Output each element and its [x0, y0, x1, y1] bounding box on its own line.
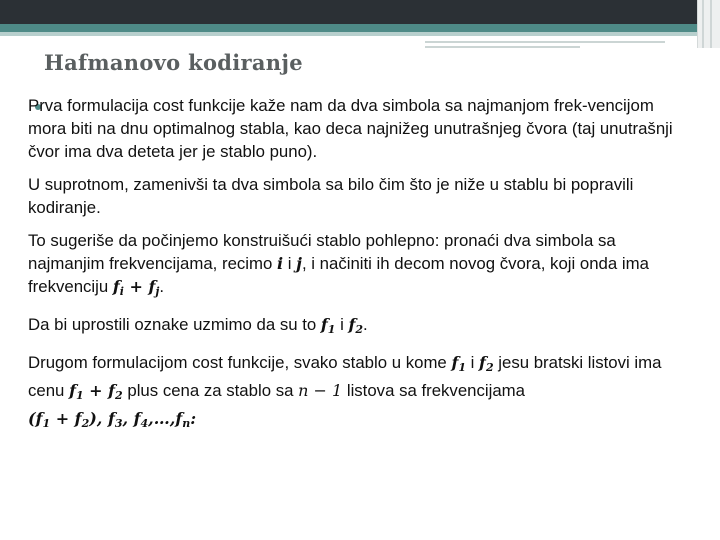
math-frequency-list — [28, 409, 196, 428]
text-run: i — [335, 315, 349, 334]
decor-line — [425, 46, 580, 48]
text-run: . — [363, 315, 368, 334]
math-f: f — [175, 409, 183, 428]
math-op: + — [83, 381, 109, 400]
math-sub: 1 — [327, 323, 336, 336]
math-f1 — [451, 353, 466, 372]
paragraph-4 — [28, 313, 694, 341]
math-f: f — [108, 381, 116, 400]
math-fi-plus-fj — [113, 277, 160, 296]
math-paren: ( — [28, 409, 36, 428]
math-sub: 1 — [75, 389, 84, 402]
header-band — [0, 0, 720, 24]
math-sub: 1 — [458, 361, 466, 374]
math-f1 — [321, 315, 336, 334]
math-op: − 1 — [308, 381, 343, 400]
math-sub: 1 — [42, 417, 51, 430]
paragraph-1: Prva formulacija cost funkcije kaže nam da dva simbola sa najmanjom frek-vencijom mora biti na dnu optimalnog stabla, kao deca najnižeg unutrašnjeg čvora (taj unutrašnji čvor ima dva deteta jer je stablo puno). — [28, 96, 673, 161]
math-sub: 2 — [81, 417, 90, 430]
text-run: plus cena za stablo sa — [122, 381, 299, 400]
text-run: i — [283, 254, 297, 273]
math-sub: 4 — [140, 417, 149, 430]
math-var-i: i — [277, 254, 284, 273]
decor-line — [425, 41, 665, 43]
math-sep: , — [96, 409, 108, 428]
math-sub: 2 — [355, 323, 364, 336]
math-sub: 3 — [114, 417, 123, 430]
math-f: f — [451, 353, 459, 372]
math-var-j: j — [296, 254, 302, 273]
text-run: Drugom formulacijom cost funkcije, svako stablo u kome — [28, 353, 452, 372]
math-sep: , — [122, 409, 134, 428]
math-f: f — [148, 277, 156, 296]
math-f: f — [479, 353, 486, 372]
text-run: listova sa frekvencijama — [342, 381, 525, 400]
paragraph-5 — [28, 351, 694, 435]
text-run: Da bi uprostili oznake uzmimo da su to — [28, 315, 321, 334]
math-f: f — [348, 315, 356, 334]
math-f: f — [320, 315, 328, 334]
paragraph-2: U suprotnom, zamenivši ta dva simbola sa bilo čim što je niže u stablu bi popravili kodiranje. — [28, 175, 634, 217]
math-op: + — [123, 277, 149, 296]
math-sep: ,…, — [148, 409, 176, 428]
corner-decoration — [697, 0, 720, 48]
math-f2 — [479, 353, 494, 372]
math-sub: n — [182, 417, 191, 430]
math-sub: j — [155, 285, 160, 298]
slide-title: Hafmanovo kodiranje — [44, 50, 303, 75]
text-run: To sugeriše da počinjemo konstruišući stablo pohlepno: pronaći dva simbola sa najmanjim frekvencijama, recimo — [28, 231, 616, 273]
math-sub: 2 — [485, 361, 494, 374]
math-paren: ) — [89, 409, 97, 428]
text-run: , i načiniti ih decom novog čvora, koji onda ima frekvenciju — [28, 254, 649, 296]
math-sub: 2 — [115, 389, 123, 402]
math-sub: i — [119, 285, 124, 298]
header-accent-band — [0, 24, 720, 32]
text-run: jesu bratski listovi ima cenu — [28, 353, 662, 400]
math-f: f — [133, 409, 141, 428]
math-f: f — [74, 409, 82, 428]
math-f: f — [35, 409, 43, 428]
math-f2 — [349, 315, 364, 334]
math-sep: : — [190, 409, 197, 428]
math-f: f — [112, 277, 120, 296]
text-run: . — [159, 277, 165, 296]
paragraph-3 — [28, 229, 694, 303]
math-op: + — [50, 409, 75, 428]
math-var-n: n — [298, 381, 309, 400]
slide-body — [28, 94, 694, 445]
math-f1-plus-f2 — [69, 381, 123, 400]
math-f: f — [69, 381, 76, 400]
math-f: f — [107, 409, 115, 428]
header-light-band — [0, 32, 720, 36]
text-run: i — [465, 353, 480, 372]
